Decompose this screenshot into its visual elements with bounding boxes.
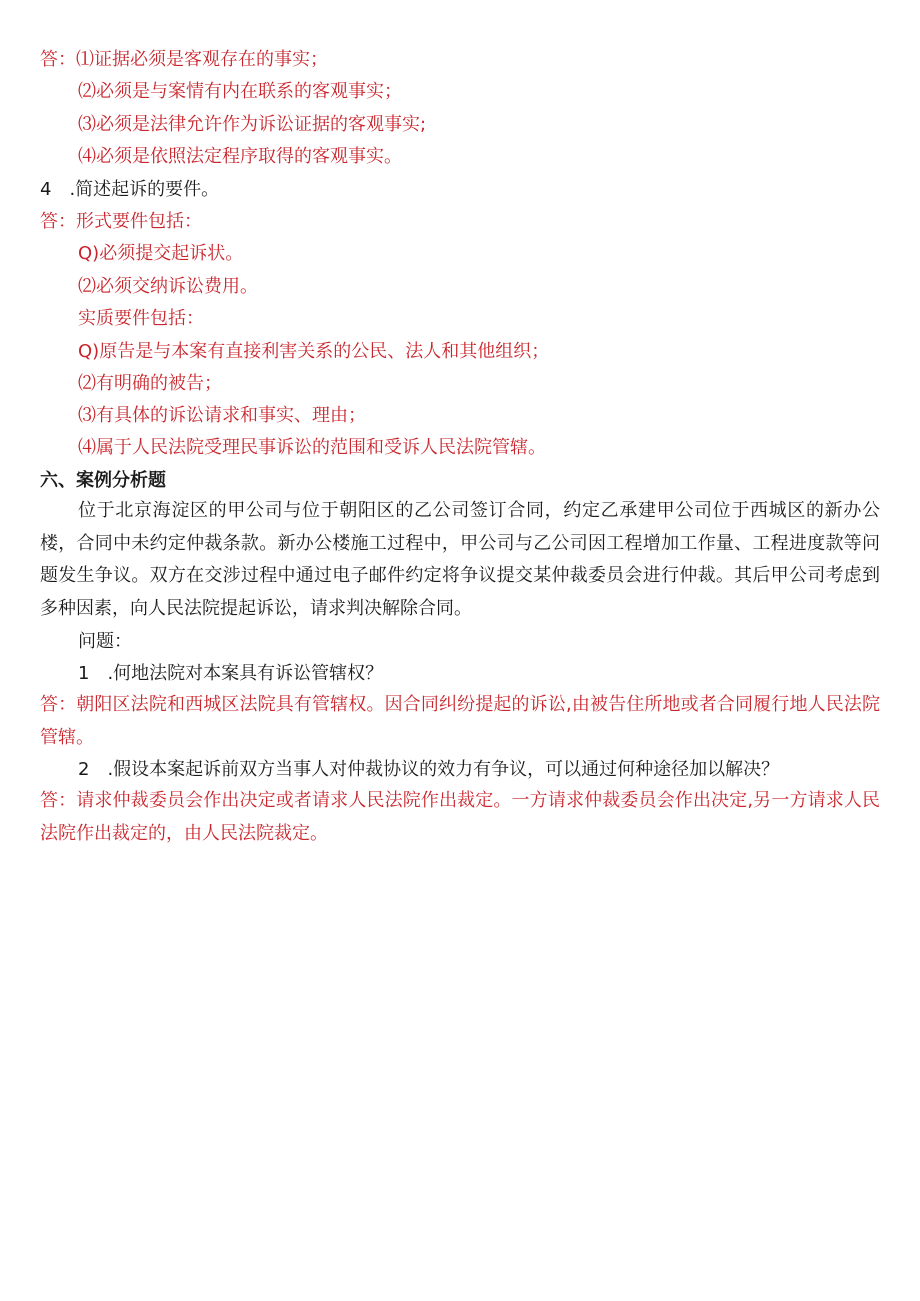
substantive-item-1: Q)原告是与本案有直接利害关系的公民、法人和其他组织； [78,341,550,362]
q4-answer-line-1 [40,210,202,234]
question-number: 2 [78,759,90,780]
question-text: .简述起诉的要件。 [69,179,220,200]
formal-item-1: Q)必须提交起诉状。 [78,243,244,264]
answer-item: ⑴证据必须是客观存在的事实； [76,49,328,70]
substantive-item-2: ⑵有明确的被告； [78,373,222,394]
question-number: 4 [40,179,52,200]
q3-answer-line-3: ⑶必须是法律允许作为诉讼证据的客观事实; [78,114,427,135]
answer-prefix: 答： [40,211,76,232]
substantive-item-4: ⑷属于人民法院受理民事诉讼的范围和受诉人民法院管辖。 [78,437,546,458]
q3-answer-line-2: ⑵必须是与案情有内在联系的客观事实； [78,81,402,102]
substantive-heading: 实质要件包括： [78,308,204,329]
question-4 [40,178,219,202]
questions-label: 问题： [78,631,132,652]
formal-heading: 形式要件包括： [76,211,202,232]
case-answer-1: 答：朝阳区法院和西城区法院具有管辖权。因合同纠纷提起的诉讼,由被告住所地或者合同履行地人民法院管辖。 [40,694,880,748]
case-paragraph: 位于北京海淀区的甲公司与位于朝阳区的乙公司签订合同，约定乙承建甲公司位于西城区的新办公楼，合同中未约定仲裁条款。新办公楼施工过程中，甲公司与乙公司因工程增加工作量、工程进度款等问题发生争议。双方在交涉过程中通过电子邮件约定将争议提交某仲裁委员会进行仲裁。其后甲公司考虑到多种因素，向人民法院提起诉讼，请求判决解除合同。 [40,500,880,619]
q3-answer-line-1 [40,48,328,72]
q3-answer-line-4: ⑷必须是依照法定程序取得的客观事实。 [78,146,402,167]
substantive-item-3: ⑶有具体的诉讼请求和事实、理由； [78,405,366,426]
case-answer-2: 答：请求仲裁委员会作出决定或者请求人民法院作出裁定。一方请求仲裁委员会作出决定,另一方请求人民法院作出裁定的，由人民法院裁定。 [40,790,880,844]
question-text: .何地法院对本案具有诉讼管辖权？ [107,663,384,684]
case-question-1 [78,662,383,686]
answer-prefix: 答： [40,49,76,70]
formal-item-2: ⑵必须交纳诉讼费用。 [78,276,258,297]
case-question-2 [78,758,779,782]
section-title: 六、案例分析题 [40,470,166,491]
question-text: .假设本案起诉前双方当事人对仲裁协议的效力有争议，可以通过何种途径加以解决？ [107,759,780,780]
question-number: 1 [78,663,90,684]
